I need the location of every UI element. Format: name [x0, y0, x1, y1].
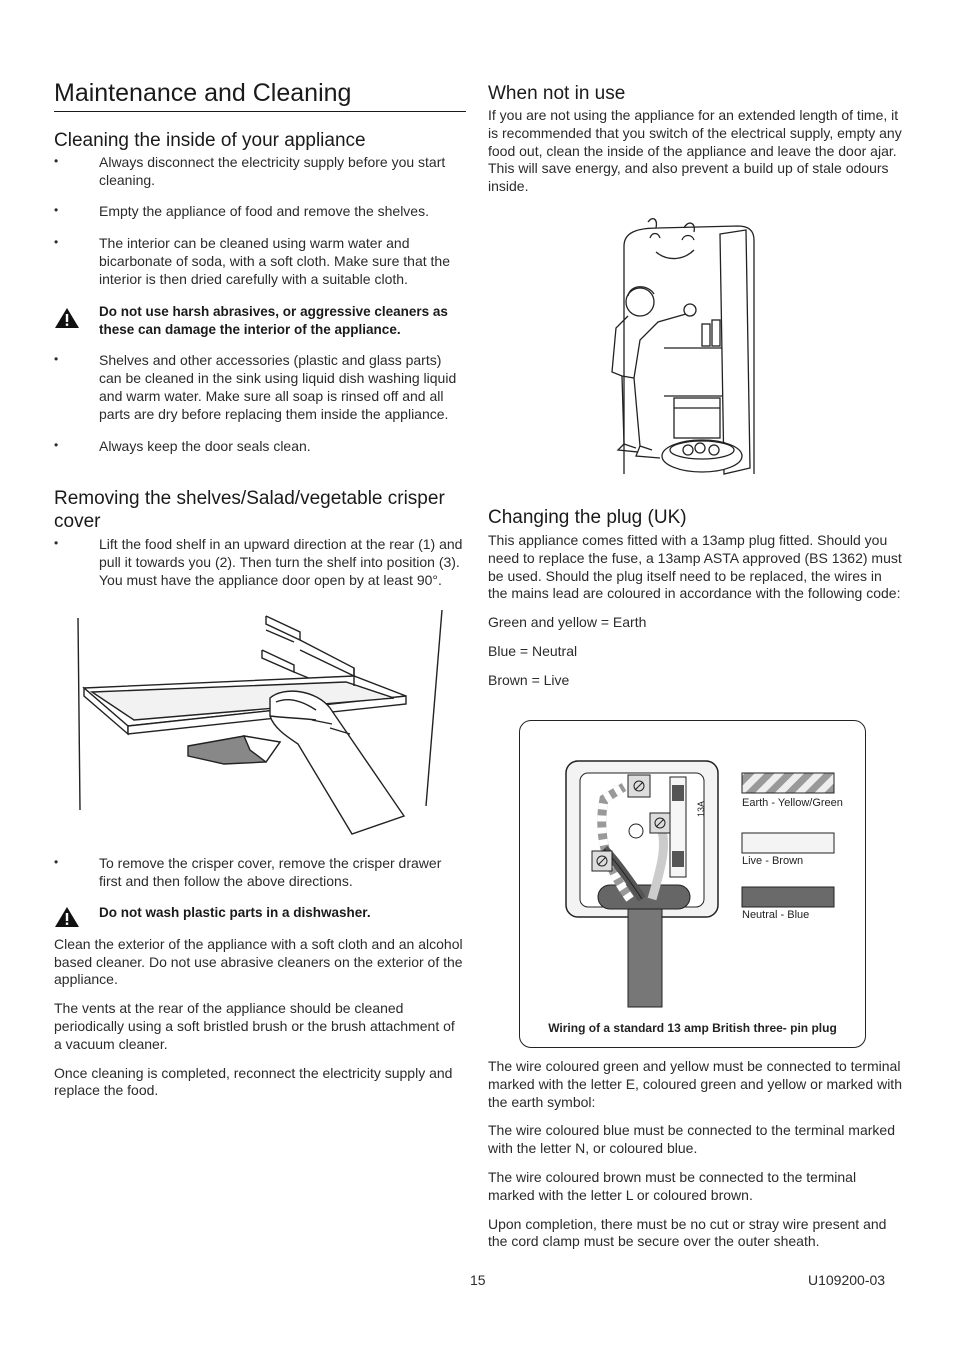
live-instruction: The wire coloured brown must be connected to the terminal marked with the letter L or coloured brown. — [488, 1168, 857, 1203]
vents-paragraph: The vents at the rear of the appliance should be cleaned periodically using a soft bristled brush or the brush attachment of a vacuum cleaner. — [54, 1000, 455, 1052]
diagram-caption: Wiring of a standard 13 amp British three- pin plug — [548, 1021, 837, 1035]
list-item — [54, 536, 466, 590]
list-item — [54, 352, 466, 424]
fridge-drawing — [488, 210, 902, 490]
bullet-text: The interior can be cleaned using warm water and bicarbonate of soda, with a soft cloth. Make sure that the interior is then dried carefully with a suitable cloth. — [99, 235, 450, 287]
fuse-label: 13A — [696, 800, 706, 817]
plug-paragraph: This appliance comes fitted with a 13amp plug fitted. Should you need to replace the fuse, a 13amp ASTA approved (BS 1362) must be used. Should the plug itself need to be replaced, the wires in the mains lead are coloured in accordance with the following code: — [488, 531, 902, 602]
plug-instructions — [488, 1058, 902, 1251]
bullet-text: Lift the food shelf in an upward direction at the rear (1) and pull it towards you (2). Then turn the shelf into position (3). You must have the appliance door open by at least 90°. — [99, 536, 463, 589]
warning-dishwasher — [54, 904, 466, 922]
changing-plug-heading: Changing the plug (UK) — [488, 506, 687, 528]
warning-text: Do not wash plastic parts in a dishwasher. — [99, 905, 371, 921]
bullet-text: To remove the crisper cover, remove the crisper drawer first and then follow the above directions. — [99, 855, 442, 890]
exterior-cleaning-paragraph: Clean the exterior of the appliance with a soft cloth and an alcohol based cleaner. Do not use abrasive cleaners on the exterior of the appliance. — [54, 935, 463, 988]
bullet-text: Empty the appliance of food and remove the shelves. — [99, 203, 429, 219]
bullet-text: Shelves and other accessories (plastic and glass parts) can be cleaned in the sink using liquid dish washing liquid and warm water. Make sure all soap is rinsed off and all parts are dry before replacing them inside the appliance. — [99, 352, 457, 423]
neutral-instruction: The wire coloured blue must be connected to the terminal marked with the letter N, or coloured blue. — [488, 1122, 895, 1157]
document-code: U109200-03 — [808, 1272, 886, 1288]
code-neutral: Blue = Neutral — [488, 642, 578, 659]
legend-live-label: Live - Brown — [742, 855, 804, 867]
plug-wiring-diagram — [519, 720, 866, 1048]
warning-harsh-abrasives — [54, 303, 466, 338]
code-earth: Green and yellow = Earth — [488, 614, 647, 631]
earth-instruction: The wire coloured green and yellow must be connected to terminal marked with the letter E, coloured green and yellow or marked with the earth symbol: — [488, 1058, 902, 1110]
list-item — [54, 235, 466, 289]
code-live: Brown = Live — [488, 671, 570, 688]
plug-drawing — [520, 721, 867, 1021]
when-not-in-use-heading: When not in use — [488, 83, 626, 104]
shelf-removal-illustration — [54, 610, 466, 840]
page-title: Maintenance and Cleaning — [54, 78, 466, 112]
list-item — [54, 154, 466, 190]
bullet-text: Always disconnect the electricity supply before you start cleaning. — [99, 154, 446, 188]
list-item — [54, 203, 466, 221]
list-item — [54, 855, 466, 891]
right-column — [488, 82, 902, 1250]
shelf-drawing — [54, 610, 466, 840]
removing-shelves-heading: Removing the shelves/Salad/vegetable crisper cover — [54, 488, 445, 533]
legend-earth-label: Earth - Yellow/Green — [742, 797, 843, 809]
legend-neutral-label: Neutral - Blue — [742, 909, 810, 921]
list-item — [54, 438, 466, 456]
warning-icon — [54, 906, 80, 928]
when-not-in-use-paragraph: If you are not using the appliance for an extended length of time, it is recommended that you switch of the electrical supply, empty any food out, clean the inside of the appliance and leave the door ajar. This will save energy, and also prevent a build up of stale odours inside. — [488, 107, 902, 195]
bullet-text: Always keep the door seals clean. — [99, 438, 311, 455]
page-number: 15 — [470, 1272, 486, 1288]
left-column — [54, 78, 466, 1100]
reconnect-paragraph: Once cleaning is completed, reconnect the electricity supply and replace the food. — [54, 1064, 453, 1099]
warning-text: Do not use harsh abrasives, or aggressive cleaners as these can damage the interior of the appliance. — [99, 304, 448, 337]
cleaning-inside-heading: Cleaning the inside of your appliance — [54, 130, 366, 151]
fridge-illustration — [488, 210, 902, 490]
completion-instruction: Upon completion, there must be no cut or stray wire present and the cord clamp must be secure over the outer sheath. — [488, 1215, 887, 1250]
warning-icon — [54, 307, 80, 329]
